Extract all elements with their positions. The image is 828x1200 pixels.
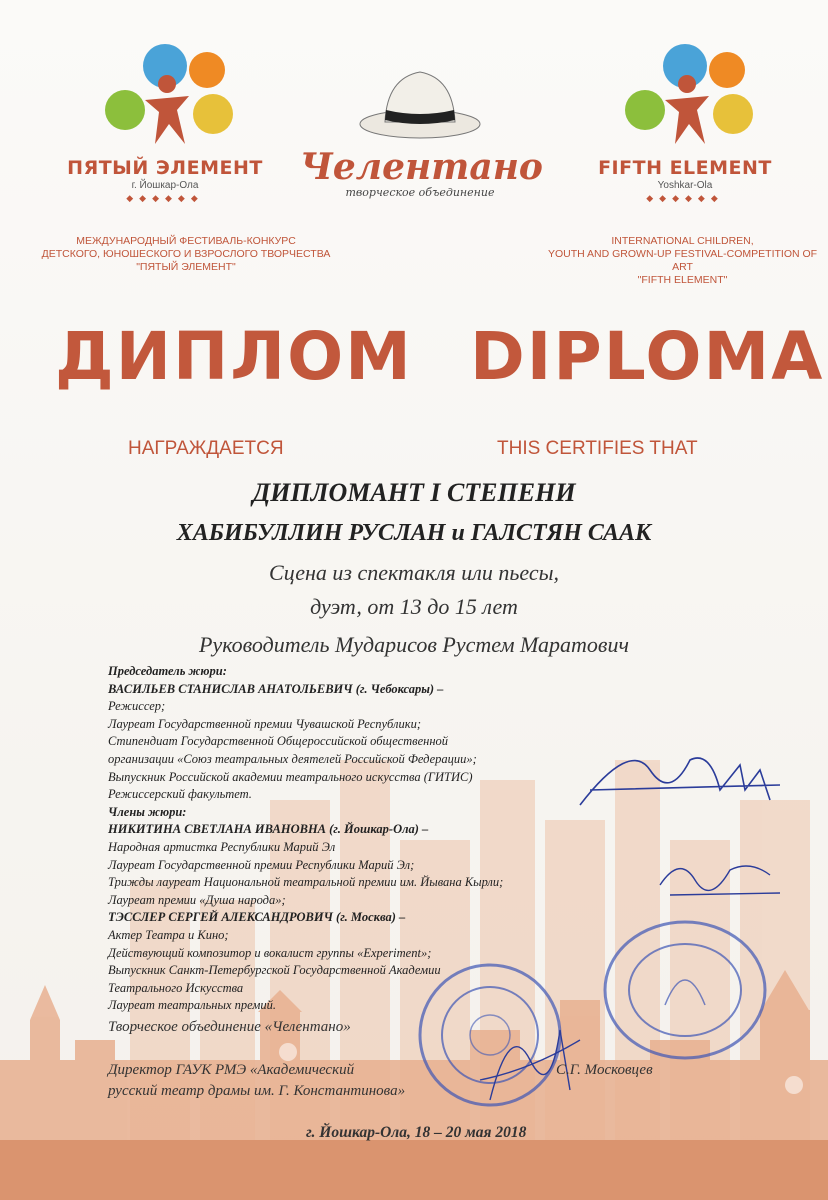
ornament-icon: ◆◆◆◆◆◆ bbox=[126, 193, 204, 203]
hat-icon bbox=[355, 60, 485, 145]
jury-line: Народная артистка Республики Марий Эл bbox=[108, 839, 336, 854]
festival-line: "FIFTH ELEMENT" bbox=[637, 274, 728, 286]
logo-city-en: Yoshkar-Ola bbox=[657, 180, 713, 191]
award-label-ru: НАГРАЖДАЕТСЯ bbox=[128, 438, 284, 459]
festival-line: YOUTH AND GROWN-UP FESTIVAL-COMPETITION OF ART bbox=[547, 248, 818, 273]
fifth-element-logo-en bbox=[560, 40, 810, 204]
jury-line: ТЭССЛЕР СЕРГЕЙ АЛЕКСАНДРОВИЧ (г. Москва) – bbox=[108, 910, 406, 925]
festival-line: INTERNATIONAL CHILDREN, bbox=[611, 235, 754, 247]
festival-description-en bbox=[540, 235, 825, 287]
jury-line: Режиссерский факультет. bbox=[108, 787, 252, 802]
director-title-line-1: Директор ГАУК РМЭ «Академический bbox=[108, 1062, 355, 1078]
logo-city-ru: г. Йошкар-Ола bbox=[131, 180, 199, 191]
jury-line: НИКИТИНА СВЕТЛАНА ИВАНОВНА (г. Йошкар-Ола) – bbox=[108, 822, 429, 837]
jury-line: Действующий композитор и вокалист группы «Experiment»; bbox=[108, 945, 432, 960]
festival-line: "ПЯТЫЙ ЭЛЕМЕНТ" bbox=[136, 261, 236, 273]
recipients: ХАБИБУЛЛИН РУСЛАН и ГАЛСТЯН СААК bbox=[176, 520, 652, 546]
ornament-icon: ◆◆◆◆◆◆ bbox=[646, 193, 724, 203]
festival-description-ru bbox=[36, 235, 336, 274]
jury-line: Трижды лауреат Национальной театральной премии им. Йывана Кырли; bbox=[108, 875, 504, 890]
jury-line: Члены жюри: bbox=[108, 804, 187, 819]
jury-line: Лауреат премии «Душа народа»; bbox=[108, 892, 286, 907]
director-name: С.Г. Московцев bbox=[556, 1062, 653, 1078]
title-en: DIPLOMA bbox=[470, 318, 825, 395]
celentano-subtitle: творческое объединение bbox=[345, 186, 495, 199]
category-line-2: дуэт, от 13 до 15 лет bbox=[310, 594, 518, 619]
jury-line: Выпускник Российской академии театрального искусства (ГИТИС) bbox=[108, 769, 473, 784]
award-label-en: THIS CERTIFIES THAT bbox=[497, 438, 698, 459]
jury-line: Председатель жюри: bbox=[108, 664, 227, 678]
jury-line: организации «Союз театральных деятелей Российской Федерации»; bbox=[108, 751, 477, 766]
jury-line: Лауреат Государственной премии Республики Марий Эл; bbox=[108, 857, 415, 872]
jury-line: Лауреат театральных премий. bbox=[108, 998, 276, 1013]
celentano-name: Челентано bbox=[300, 146, 543, 188]
chairman-signature-icon bbox=[570, 730, 790, 820]
festival-emblem-icon bbox=[605, 40, 765, 150]
jury-line: Актер Театра и Кино; bbox=[108, 927, 229, 942]
fifth-element-logo-ru bbox=[40, 40, 290, 204]
jury-line: Режиссер; bbox=[108, 699, 166, 714]
director-title-line-2: русский театр драмы им. Г. Константинова» bbox=[108, 1083, 406, 1099]
jury-line: Театрального Искусства bbox=[108, 980, 244, 995]
title-ru: ДИПЛОМ bbox=[55, 318, 413, 395]
logo-name-ru: ПЯТЫЙ ЭЛЕМЕНТ bbox=[67, 157, 263, 179]
jury-line: Стипендиат Государственной Общероссийской общественной bbox=[108, 734, 449, 749]
festival-line: МЕЖДУНАРОДНЫЙ ФЕСТИВАЛЬ-КОНКУРС bbox=[76, 235, 296, 247]
festival-emblem-icon bbox=[85, 40, 245, 150]
jury-line: Лауреат Государственной премии Чувашской Республики; bbox=[108, 716, 421, 731]
logo-name-en: FIFTH ELEMENT bbox=[598, 157, 772, 179]
jury-line: Выпускник Санкт-Петербургской Государственной Академии bbox=[108, 963, 441, 978]
jury-signature-icon bbox=[650, 845, 790, 905]
festival-line: ДЕТСКОГО, ЮНОШЕСКОГО И ВЗРОСЛОГО ТВОРЧЕСТВА bbox=[41, 248, 331, 260]
leader: Руководитель Мударисов Рустем Маратович bbox=[199, 632, 629, 657]
degree: ДИПЛОМАНТ I СТЕПЕНИ bbox=[252, 478, 576, 507]
celentano-stamp-icon bbox=[595, 915, 775, 1065]
category-line-1: Сцена из спектакля или пьесы, bbox=[269, 560, 559, 585]
jury-line: ВАСИЛЬЕВ СТАНИСЛАВ АНАТОЛЬЕВИЧ (г. Чебоксары) – bbox=[108, 681, 444, 696]
organization: Творческое объединение «Челентано» bbox=[108, 1019, 351, 1035]
celentano-logo bbox=[300, 60, 543, 199]
director-signature-icon bbox=[470, 1000, 590, 1110]
place-date: г. Йошкар-Ола, 18 – 20 мая 2018 bbox=[306, 1124, 527, 1141]
